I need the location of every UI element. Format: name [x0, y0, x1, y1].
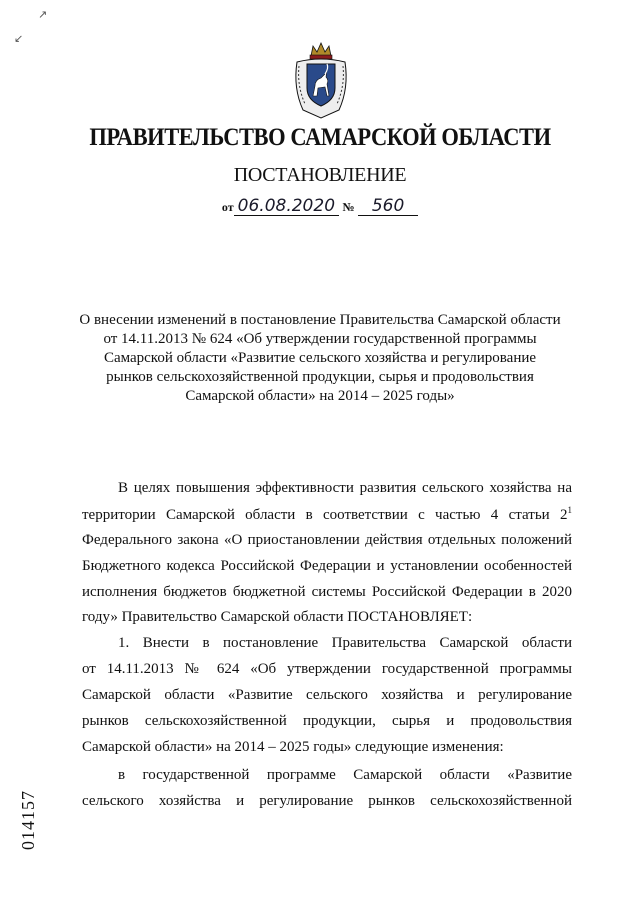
date-label: от — [221, 200, 234, 214]
subject-line: Самарской области» на 2014 – 2025 годы» — [185, 388, 455, 404]
subject-line: рынков сельскохозяйственной продукции, сырья и продовольствия — [106, 369, 534, 385]
subject-line: О внесении изменений в постановление Правительства Самарской области — [79, 312, 561, 328]
body-line-text: территории Самарской области в соответствии с частью 4 статьи 2 — [82, 507, 568, 523]
body-line: рынков сельскохозяйственной продукции, сырья и продовольствия — [82, 713, 572, 729]
body-line: исполнения бюджетов бюджетной системы Российской Федерации в 2020 — [82, 584, 572, 600]
coat-of-arms-emblem — [291, 40, 351, 120]
body-line: Самарской области «Развитие сельского хозяйства и регулирование — [82, 687, 572, 703]
superscript: 1 — [567, 505, 572, 515]
document-type: ПОСТАНОВЛЕНИЕ — [233, 164, 407, 186]
body-line: от 14.11.2013 № 624 «Об утверждении государственной программы — [82, 661, 572, 677]
government-title: ПРАВИТЕЛЬСТВО САМАРСКОЙ ОБЛАСТИ — [89, 124, 551, 151]
registration-number: 014157 — [18, 790, 38, 850]
body-line: сельского хозяйства и регулирование рынков сельскохозяйственной — [82, 793, 572, 809]
date-number-line — [0, 197, 640, 216]
date-value: 06.08.2020 — [234, 197, 339, 216]
body-line: Федерального закона «О приостановлении действия отдельных положений — [82, 532, 572, 548]
corner-mark-top: ↗ — [38, 8, 48, 21]
body-line: Бюджетного кодекса Российской Федерации и установлении особенностей — [82, 558, 572, 574]
subject-line: Самарской области «Развитие сельского хозяйства и регулирование — [103, 350, 537, 366]
number-label: № — [342, 200, 355, 214]
body-line: Самарской области» на 2014 – 2025 годы» следующие изменения: — [82, 739, 504, 755]
subject-line: от 14.11.2013 № 624 «Об утверждении государственной программы — [103, 331, 537, 347]
body-line — [82, 505, 572, 525]
body-line: 1. Внести в постановление Правительства Самарской области — [118, 635, 572, 651]
body-line: В целях повышения эффективности развития сельского хозяйства на — [118, 480, 572, 496]
number-value: 560 — [358, 197, 418, 216]
body-line: в государственной программе Самарской области «Развитие — [118, 767, 572, 783]
body-line: году» Правительство Самарской области ПОСТАНОВЛЯЕТ: — [82, 609, 473, 625]
document-subject — [60, 311, 580, 406]
corner-mark-left: ↙ — [14, 32, 24, 45]
